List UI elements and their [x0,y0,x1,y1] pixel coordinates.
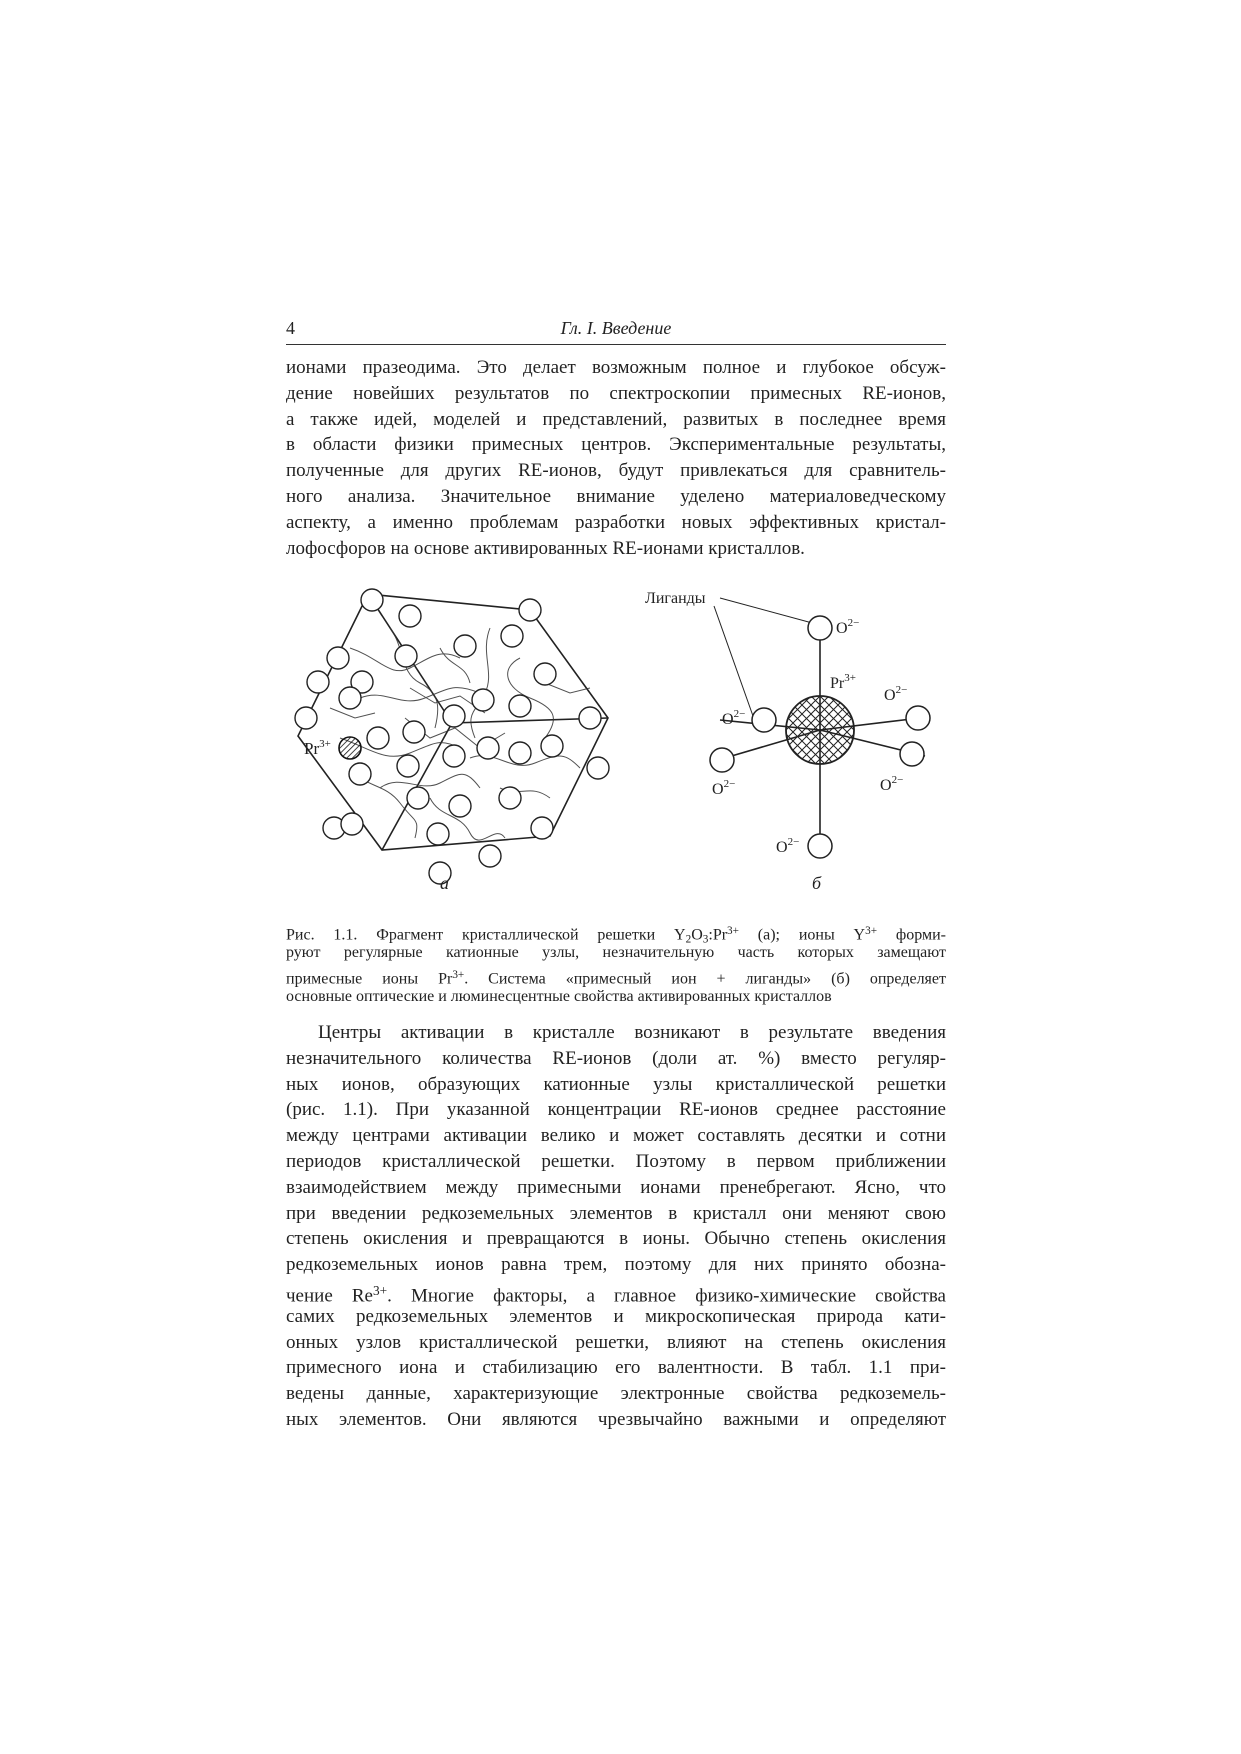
text-line: взаимодействием между примесными ионами пренебрегают. Ясно, что [286,1176,946,1198]
text-line: Центры активации в кристалле возникают в результате введения [318,1022,946,1043]
text-line: лофосфоров на основе активированных RE-ионами кристаллов. [286,537,805,559]
paragraph-intro [286,355,946,561]
caption-line: примесные ионы $Pr^{3+}$. Система «примесный ион + лиганды» (б) определяет [286,969,947,988]
text-line: ведены данные, характеризующие электронные свойства редкоземель- [286,1383,946,1405]
panel-b-label: б [812,873,822,893]
panel-a-label: а [440,873,449,893]
text-line: степень окисления и превращаются в ионы. Обычно степень окисления [286,1228,946,1250]
figure-lattice [290,588,620,888]
running-title: Гл. I. Введение [560,318,672,338]
text-line: между центрами активации велико и может составлять десятки и сотни [286,1125,946,1147]
caption-line: основные оптические и люминесцентные свойства активированных кристаллов [286,988,832,1005]
svg-text:O2−: $O^{2-}$ [836,617,860,637]
svg-text:O2−: $O^{2-}$ [884,684,908,704]
text-line: полученные для других RE-ионов, будут привлекаться для сравнитель- [286,460,946,482]
text-line: (рис. 1.1). При указанной концентрации RE-ионов среднее расстояние [286,1099,946,1121]
pr-label: $Pr^{3+}$ [304,738,331,758]
text-line: при введении редкоземельных элементов в кристалл они меняют свою [286,1202,946,1224]
text-line: ионами празеодима. Это делает возможным полное и глубокое обсуж- [286,357,946,378]
page-number: 4 [286,318,295,338]
pr-center-label: $Pr^{3+}$ [830,672,856,692]
ligands-label: Лиганды [645,590,706,607]
pr-ion [339,737,361,759]
svg-text:O2−: $O^{2-}$ [712,778,736,798]
text-line: примесного иона и стабилизацию его валентности. В табл. 1.1 при- [286,1357,946,1379]
caption-line: Рис. 1.1. Фрагмент кристаллической решетки $Y_2O_3:Pr^{3+}$ (а); ионы $Y^{3+}$ форми- [286,925,946,946]
pr-center-ion [786,696,854,764]
svg-text:O2−: $O^{2-}$ [776,836,800,856]
svg-text:O2−: $O^{2-}$ [722,708,746,728]
text-line: ных ионов, образующих катионные узлы кристаллической решетки [286,1073,946,1095]
caption-line: руют регулярные катионные узлы, незначительную часть которых замещают [286,944,946,961]
text-line: онных узлов кристаллической решетки, влияют на степень окисления [286,1331,946,1353]
text-line: периодов кристаллической решетки. Поэтому в первом приближении [286,1150,946,1172]
text-line: самих редкоземельных элементов и микроскопическая природа кати- [286,1305,946,1327]
text-line: незначительного количества RE-ионов (доли ат. %) вместо регуляр- [286,1047,946,1069]
text-line: в области физики примесных центров. Экспериментальные результаты, [286,434,946,456]
text-line: а также идей, моделей и представлений, развитых в последнее время [286,408,946,430]
figure-ligands [640,588,940,878]
running-header [286,318,946,345]
figure-caption [286,920,946,1008]
text-line: аспекту, а именно проблемам разработки новых эффективных кристал- [286,511,946,533]
text-line: чение $Re^{3+}$. Многие факторы, а главное физико-химические свойства [286,1282,946,1307]
text-line: ного анализа. Значительное внимание уделено материаловедческому [286,485,946,507]
svg-text:O2−: $O^{2-}$ [880,774,904,794]
text-line: ных элементов. Они являются чрезвычайно важными и определяют [286,1408,946,1430]
paragraph-main [286,1020,946,1433]
text-line: дение новейших результатов по спектроскопии примесных RE-ионов, [286,382,946,404]
text-line: редкоземельных ионов равна трем, поэтому для них принято обозна- [286,1254,946,1276]
